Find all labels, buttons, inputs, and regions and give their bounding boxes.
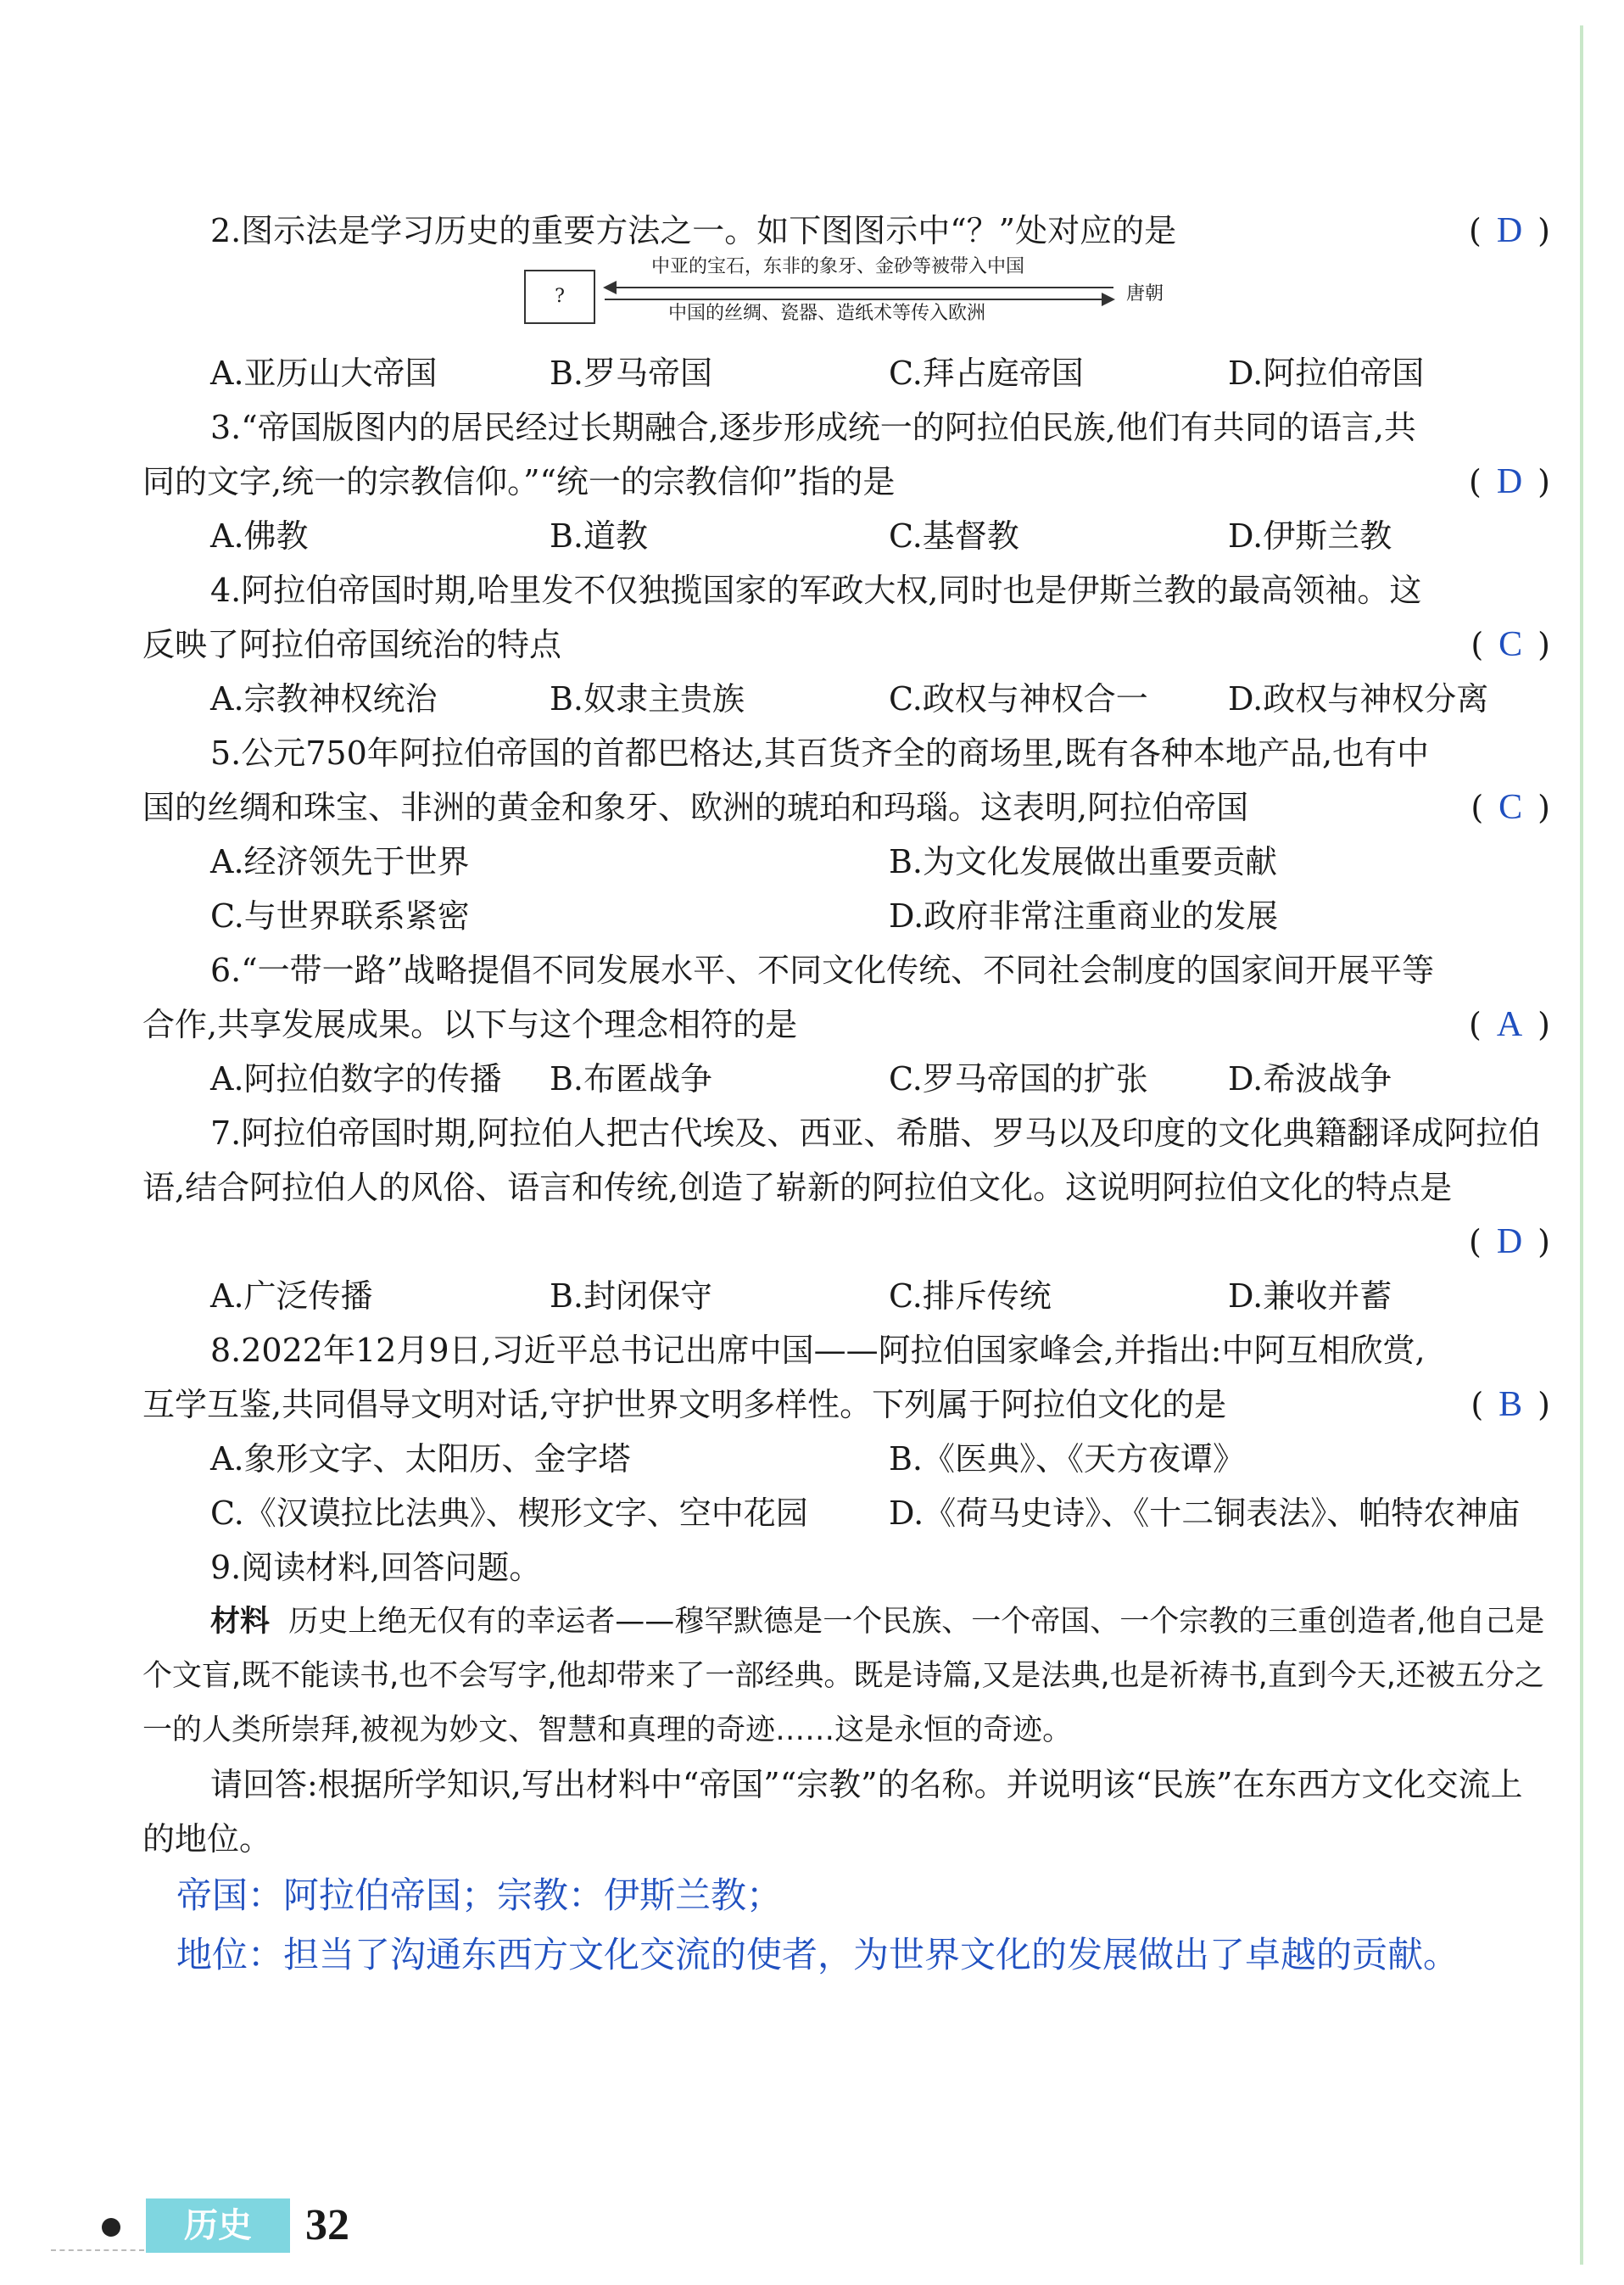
option-a: A.佛教	[210, 517, 309, 555]
answer-letter: D	[1496, 462, 1523, 501]
option-a: A.阿拉伯数字的传播	[210, 1060, 502, 1098]
diagram-top-text: 中亚的宝石，东非的象牙、金砂等被带入中国	[651, 256, 1025, 277]
handwritten-answer	[142, 1866, 1550, 1985]
question-stem: 9.阅读材料,回答问题。	[210, 1549, 542, 1586]
question-stem: 8.2022年12月9日,习近平总书记出席中国——阿拉伯国家峰会,并指出:中阿互相欣赏,互学互鉴,共同倡导文明对话,守护世界文明多样性。下列属于阿拉伯文化的是	[142, 1332, 1426, 1423]
option-d: D.政权与神权分离	[1228, 680, 1489, 718]
option-c: C.拜占庭帝国	[889, 355, 1084, 392]
question-stem: 5.公元750年阿拉伯帝国的首都巴格达,其百货齐全的商场里,既有各种本地产品,也有中国的丝绸和珠宝、非洲的黄金和象牙、欧洲的琥珀和玛瑙。这表明,阿拉伯帝国	[142, 735, 1430, 826]
material-text: 历史上绝无仅有的幸运者——穆罕默德是一个民族、一个帝国、一个宗教的三重创造者,他自己是个文盲,既不能读书,也不会写字,他却带来了一部经典。既是诗篇,又是法典,也是祈祷书,直到今天,还被五分之一的人类所崇拜,被视为妙文、智慧和真理的奇迹……这是永恒的奇迹。	[142, 1605, 1545, 1747]
option-c: C.《汉谟拉比法典》、楔形文字、空中花园	[210, 1494, 808, 1532]
option-d: D.阿拉伯帝国	[1228, 355, 1425, 392]
options	[142, 509, 1550, 563]
option-c: C.罗马帝国的扩张	[889, 1060, 1148, 1098]
options	[142, 1432, 1550, 1540]
option-b: B.为文化发展做出重要贡献	[889, 843, 1278, 880]
question-stem: 7.阿拉伯帝国时期,阿拉伯人把古代埃及、西亚、希腊、罗马以及印度的文化典籍翻译成阿拉伯语,结合阿拉伯人的风俗、语言和传统,创造了崭新的阿拉伯文化。这说明阿拉伯文化的特点是	[142, 1115, 1541, 1206]
question-7	[142, 1106, 1550, 1323]
answer-letter: B	[1498, 1385, 1523, 1424]
answer-bracket: ( C )	[1471, 788, 1550, 827]
answer-letter: A	[1496, 1005, 1523, 1044]
option-d: D.兼收并蓄	[1228, 1277, 1392, 1315]
answer-bracket: ( B )	[1471, 1385, 1550, 1424]
options	[142, 835, 1550, 943]
answer-line-1: 帝国：阿拉伯帝国；宗教：伊斯兰教；	[176, 1874, 783, 1916]
answer-bracket: ( C )	[1471, 625, 1550, 664]
option-d: D.政府非常注重商业的发展	[889, 897, 1279, 935]
option-a: A.广泛传播	[210, 1277, 373, 1315]
option-b: B.道教	[550, 517, 649, 555]
option-d: D.希波战争	[1228, 1060, 1392, 1098]
page-edge-rule	[1580, 25, 1583, 2265]
options	[142, 1269, 1550, 1323]
options	[142, 346, 1550, 400]
question-4	[142, 563, 1550, 726]
answer-bracket: ( D )	[1469, 462, 1550, 501]
question-9	[142, 1540, 1550, 1985]
answer-line-2: 地位：担当了沟通东西方文化交流的使者，为世界文化的发展做出了卓越的贡献。	[176, 1934, 1459, 1975]
options	[142, 672, 1550, 726]
option-d: D.伊斯兰教	[1228, 517, 1392, 555]
answer-bracket: ( A )	[1469, 1005, 1550, 1044]
option-a: A.宗教神权统治	[210, 680, 438, 718]
answer-letter: D	[1496, 211, 1523, 250]
reading-material	[142, 1595, 1550, 1757]
bullet-dot-icon	[102, 2218, 120, 2237]
answer-letter: D	[1496, 1222, 1523, 1261]
question-5	[142, 726, 1550, 943]
worksheet-content	[142, 204, 1550, 1985]
option-a: A.象形文字、太阳历、金字塔	[210, 1440, 631, 1478]
option-b: B.封闭保守	[550, 1277, 713, 1315]
option-c: C.排斥传统	[889, 1277, 1052, 1315]
question-2	[142, 204, 1550, 400]
answer-letter: C	[1498, 625, 1523, 664]
subject-tab: 历史	[146, 2198, 290, 2253]
question-8	[142, 1323, 1550, 1540]
question-3	[142, 400, 1550, 563]
option-c: C.与世界联系紧密	[210, 897, 470, 935]
option-b: B.奴隶主贵族	[550, 680, 745, 718]
diagram-right-label: 唐朝	[1126, 283, 1164, 304]
option-d: D.《荷马史诗》、《十二铜表法》、帕特农神庙	[889, 1494, 1521, 1532]
footer-dash	[51, 2249, 144, 2251]
answer-bracket: ( D )	[1469, 211, 1550, 250]
question-stem: 4.阿拉伯帝国时期,哈里发不仅独揽国家的军政大权,同时也是伊斯兰教的最高领袖。这反映了阿拉伯帝国统治的特点	[142, 572, 1422, 663]
left-arrow	[605, 287, 1113, 288]
answer-bracket: ( D )	[1469, 1222, 1550, 1261]
question-stem: 2.图示法是学习历史的重要方法之一。如下图图示中“？”处对应的是	[210, 212, 1177, 249]
diagram-bottom-text: 中国的丝绸、瓷器、造纸术等传入欧洲	[668, 303, 986, 324]
diagram-box: ?	[524, 270, 595, 324]
material-label: 材料	[210, 1605, 271, 1639]
answer-letter: C	[1498, 788, 1523, 827]
question-stem: 6.“一带一路”战略提倡不同发展水平、不同文化传统、不同社会制度的国家间开展平等合作,共享发展成果。以下与这个理念相符的是	[142, 952, 1435, 1043]
option-c: C.政权与神权合一	[889, 680, 1148, 718]
option-c: C.基督教	[889, 517, 1019, 555]
options	[142, 1052, 1550, 1106]
question-6	[142, 943, 1550, 1106]
option-b: B.罗马帝国	[550, 355, 713, 392]
trade-diagram	[142, 256, 1550, 331]
right-arrow	[605, 299, 1113, 300]
page-number: 32	[305, 2201, 349, 2249]
option-b: B.布匿战争	[550, 1060, 713, 1098]
question-stem: 3.“帝国版图内的居民经过长期融合,逐步形成统一的阿拉伯民族,他们有共同的语言,共同的文字,统一的宗教信仰。”“统一的宗教信仰”指的是	[142, 409, 1416, 500]
q9-prompt: 请回答:根据所学知识,写出材料中“帝国”“宗教”的名称。并说明该“民族”在东西方文化交流上的地位。	[142, 1766, 1523, 1858]
option-a: A.经济领先于世界	[210, 843, 470, 880]
option-b: B.《医典》、《天方夜谭》	[889, 1440, 1246, 1478]
option-a: A.亚历山大帝国	[210, 355, 438, 392]
